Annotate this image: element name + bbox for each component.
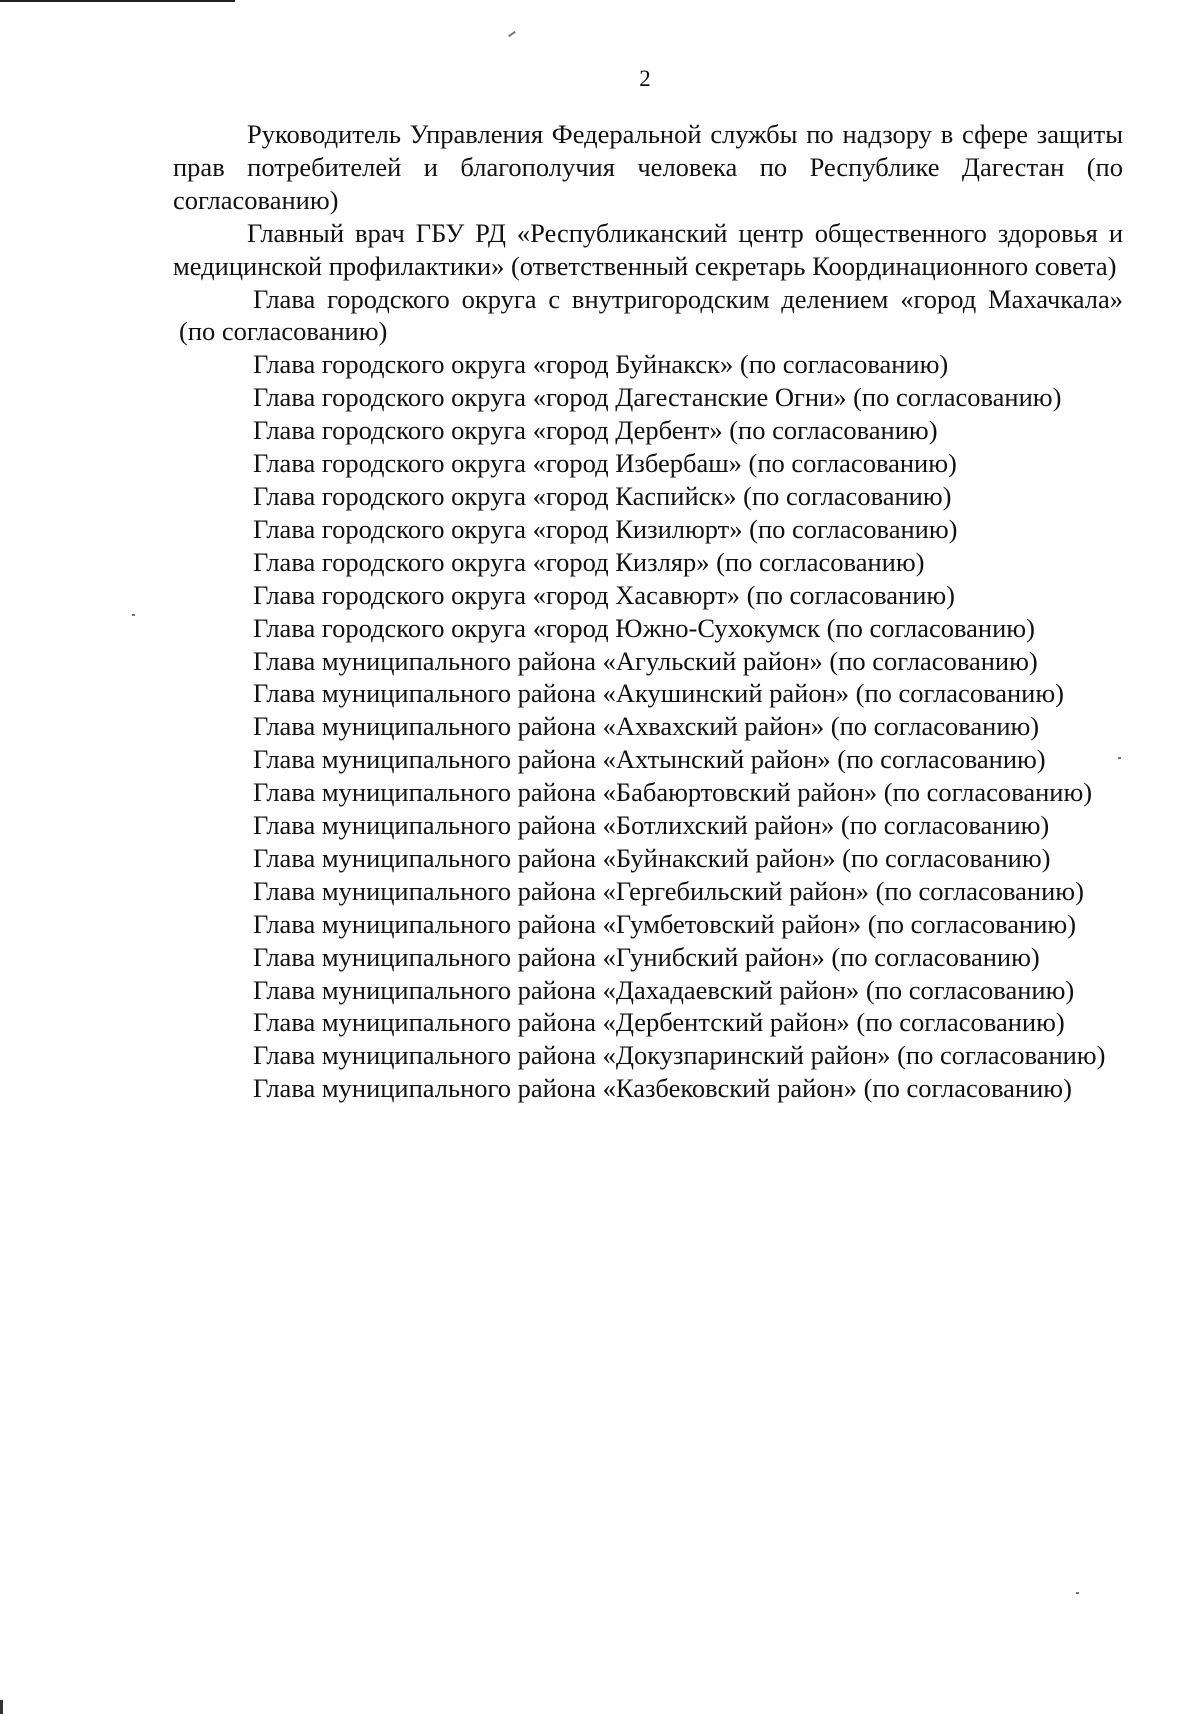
list-item: Глава городского округа «город Кизляр» (по согласованию) bbox=[253, 546, 925, 577]
list-item: Глава муниципального района «Бабаюртовский район» (по согласованию) bbox=[253, 777, 1093, 808]
list-item: Глава муниципального района «Гумбетовский район» (по согласованию) bbox=[253, 908, 1077, 939]
list-item: Глава муниципального района «Дахадаевский район» (по согласованию) bbox=[253, 974, 1075, 1005]
scan-edge-line bbox=[0, 0, 235, 2]
list-item: Глава муниципального района «Ахвахский район» (по согласованию) bbox=[253, 711, 1040, 742]
scan-edge-mark bbox=[0, 1700, 3, 1714]
member-list bbox=[173, 118, 1123, 1105]
list-item: Глава муниципального района «Акушинский район» (по согласованию) bbox=[253, 678, 1064, 709]
list-item: Глава муниципального района «Агульский район» (по согласованию) bbox=[253, 645, 1038, 676]
list-item: Глава муниципального района «Казбековский район» (по согласованию) bbox=[253, 1073, 1072, 1104]
list-item: Главный врач ГБУ РД «Республиканский центр общественного здоровья и медицинской профилактики» (ответственный секретарь Координационного совета) bbox=[173, 217, 1123, 281]
list-item: Глава муниципального района «Дербентский район» (по согласованию) bbox=[253, 1007, 1065, 1038]
list-item: Глава городского округа «город Избербаш» (по согласованию) bbox=[253, 448, 957, 479]
list-item: Глава городского округа «город Дагестанские Огни» (по согласованию) bbox=[253, 382, 1062, 413]
list-item: Глава муниципального района «Гунибский район» (по согласованию) bbox=[253, 941, 1040, 972]
list-item: Глава муниципального района «Докузпаринский район» (по согласованию) bbox=[253, 1040, 1106, 1071]
list-item: Глава городского округа «город Кизилюрт» (по согласованию) bbox=[253, 513, 958, 544]
list-item: Глава городского округа «город Каспийск» (по согласованию) bbox=[253, 480, 952, 511]
list-item: Глава городского округа с внутригородским делением «город Махачкала» (по согласованию) bbox=[179, 283, 1123, 347]
list-item: Глава муниципального района «Ботлихский район» (по согласованию) bbox=[253, 810, 1050, 841]
page-number: 2 bbox=[639, 66, 651, 91]
list-item: Глава городского округа «город Хасавюрт» (по согласованию) bbox=[253, 579, 955, 610]
scan-speck bbox=[132, 614, 135, 616]
scan-speck bbox=[508, 31, 516, 37]
scan-speck bbox=[1076, 1592, 1079, 1594]
list-item: Руководитель Управления Федеральной службы по надзору в сфере защиты прав потребителей и благополучия человека по Республике Дагестан (по согласованию) bbox=[173, 119, 1123, 215]
list-item: Глава муниципального района «Буйнакский район» (по согласованию) bbox=[253, 842, 1051, 873]
list-item: Глава муниципального района «Гергебильский район» (по согласованию) bbox=[253, 875, 1084, 906]
list-item: Глава городского округа «город Дербент» (по согласованию) bbox=[253, 415, 938, 446]
list-item: Глава муниципального района «Ахтынский район» (по согласованию) bbox=[253, 744, 1046, 775]
list-item: Глава городского округа «город Южно-Сухокумск (по согласованию) bbox=[253, 612, 1035, 643]
list-item: Глава городского округа «город Буйнакск» (по согласованию) bbox=[253, 349, 949, 380]
